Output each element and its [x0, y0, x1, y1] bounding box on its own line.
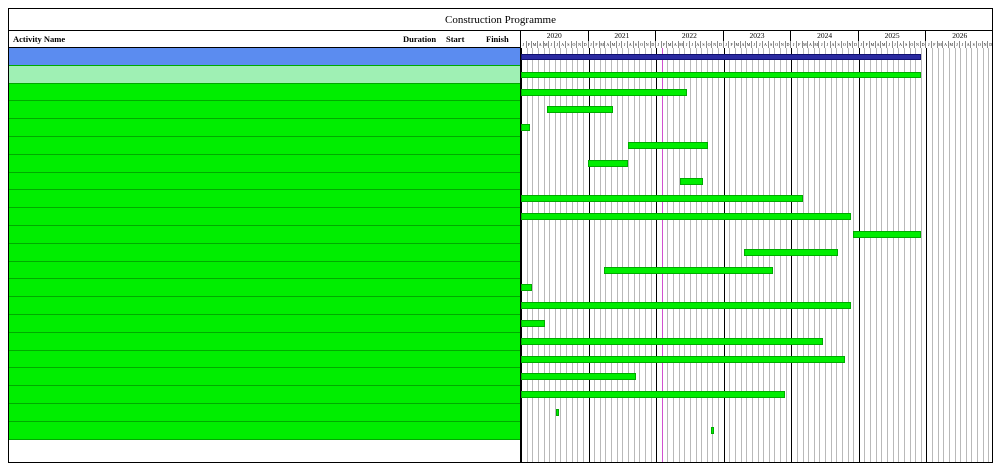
page-title: Construction Programme: [445, 13, 556, 26]
timeline-month-label: D: [718, 42, 722, 47]
timeline-month-label: N: [713, 42, 717, 47]
table-row[interactable]: [9, 190, 520, 208]
timeline-month-label: J: [791, 41, 797, 48]
timeline-month-label: A: [741, 42, 745, 47]
gantt-row: [521, 315, 992, 333]
timeline-month-label: J: [926, 41, 932, 48]
timeline-month-label: F: [594, 41, 600, 48]
timeline-month-label: J: [960, 41, 966, 48]
timeline-month-label: M: [881, 42, 886, 47]
timeline-month-label: D: [651, 42, 655, 47]
timeline-month-label: A: [966, 42, 970, 47]
timeline-month-label: F: [864, 41, 870, 48]
timeline-month-label: N: [780, 42, 784, 47]
gantt-row: [521, 226, 992, 244]
gantt-bar[interactable]: [680, 178, 703, 185]
table-row[interactable]: [9, 262, 520, 280]
timeline-year-label: 2022: [656, 31, 724, 41]
gantt-row: [521, 155, 992, 173]
gantt-row: [521, 101, 992, 119]
table-row[interactable]: [9, 315, 520, 333]
column-header-duration: Duration: [403, 34, 437, 44]
timeline-month-label: J: [955, 41, 961, 48]
table-row[interactable]: [9, 244, 520, 262]
gantt-row: [521, 48, 992, 66]
timeline-month-label: A: [606, 42, 610, 47]
gantt-row: [521, 297, 992, 315]
timeline-month-label: F: [932, 41, 938, 48]
table-row[interactable]: [9, 66, 520, 84]
timeline-month-label: A: [696, 42, 700, 47]
timeline-month-label: D: [583, 42, 587, 47]
timeline-month-label: M: [814, 42, 818, 47]
gantt-row: [521, 368, 992, 386]
timeline-month-label: M: [600, 42, 604, 47]
timeline-month-label: J: [589, 41, 595, 48]
timeline-month-label: A: [673, 42, 677, 47]
table-row[interactable]: [9, 351, 520, 369]
timeline-month-label: M: [803, 42, 807, 47]
timeline-month-label: M: [532, 42, 537, 47]
chart-frame: [8, 8, 993, 463]
table-row[interactable]: [9, 173, 520, 191]
table-row[interactable]: [9, 386, 520, 404]
table-row[interactable]: [9, 404, 520, 422]
timeline-month-label: F: [729, 41, 735, 48]
gantt-bar[interactable]: [521, 54, 921, 60]
table-row[interactable]: [9, 48, 520, 66]
timeline-month-label: M: [870, 42, 875, 47]
timeline-month-label: F: [527, 41, 533, 48]
timeline-month-label: A: [763, 42, 767, 47]
gantt-bar[interactable]: [853, 231, 920, 238]
gantt-row: [521, 84, 992, 102]
gantt-bar[interactable]: [556, 409, 559, 416]
table-row[interactable]: [9, 422, 520, 440]
chart-title-bar: [9, 9, 992, 31]
gantt-bar[interactable]: [711, 427, 714, 434]
gantt-row: [521, 208, 992, 226]
gantt-bar[interactable]: [521, 72, 921, 78]
table-rows: [9, 48, 520, 462]
timeline-month-label: J: [893, 41, 899, 48]
timeline-month-label: O: [910, 42, 914, 47]
timeline-year-label: 2020: [521, 31, 589, 41]
timeline-month-label: S: [566, 41, 572, 48]
timeline-month-label: S: [701, 41, 707, 48]
gantt-row: [521, 119, 992, 137]
timeline-year-header: [521, 31, 992, 41]
timeline-month-label: J: [656, 41, 662, 48]
gantt-row: [521, 244, 992, 262]
timeline-month-label: J: [555, 41, 561, 48]
timeline-month-label: O: [640, 42, 643, 47]
table-row[interactable]: [9, 279, 520, 297]
table-row[interactable]: [9, 208, 520, 226]
table-row[interactable]: [9, 155, 520, 173]
timeline-month-label: M: [938, 42, 942, 47]
timeline-month-label: J: [825, 41, 831, 48]
table-row[interactable]: [9, 333, 520, 351]
gantt-bar[interactable]: [521, 213, 851, 220]
timeline-month-label: N: [916, 42, 919, 47]
gantt-bar[interactable]: [521, 89, 687, 96]
table-header: [9, 31, 520, 48]
timeline-month-label: J: [758, 41, 764, 48]
gantt-bar[interactable]: [521, 302, 851, 309]
timeline-month-label: J: [887, 41, 893, 48]
timeline-year-label: 2023: [724, 31, 792, 41]
gantt-grid: [521, 48, 992, 462]
timeline-month-label: S: [904, 41, 910, 48]
timeline-month-label: J: [819, 41, 825, 48]
column-header-finish: Finish: [486, 34, 509, 44]
timeline-month-label: N: [645, 42, 649, 47]
timeline-month-label: M: [746, 42, 751, 47]
timeline-month-label: M: [949, 42, 954, 47]
timeline-month-label: A: [561, 42, 565, 47]
timeline-month-label: O: [842, 42, 846, 47]
timeline-month-label: O: [775, 42, 779, 47]
timeline-month-label: J: [622, 41, 628, 48]
timeline-month-label: D: [921, 42, 925, 47]
timeline-month-label: O: [977, 42, 981, 47]
timeline-year-label: 2025: [859, 31, 927, 41]
timeline-month-label: A: [876, 42, 880, 47]
gantt-bar[interactable]: [604, 267, 773, 274]
timeline-month-header: [521, 41, 992, 48]
gantt-row: [521, 137, 992, 155]
timeline-month-label: N: [983, 42, 987, 47]
timeline-month-label: O: [707, 42, 711, 47]
column-header-start: Start: [446, 34, 465, 44]
gantt-row: [521, 66, 992, 84]
timeline-month-label: D: [786, 42, 790, 47]
timeline-month-label: A: [944, 42, 948, 47]
timeline-month-label: F: [797, 41, 803, 48]
table-row[interactable]: [9, 84, 520, 102]
timeline-month-label: J: [521, 41, 527, 48]
timeline-month-label: A: [831, 42, 835, 47]
table-row[interactable]: [9, 226, 520, 244]
gantt-bar[interactable]: [521, 195, 803, 202]
gantt-bar[interactable]: [521, 373, 636, 380]
gantt-bar[interactable]: [628, 142, 708, 149]
timeline-month-label: J: [690, 41, 696, 48]
gantt-bar[interactable]: [521, 338, 823, 345]
timeline-year-label: 2021: [589, 31, 657, 41]
column-header-activity: Activity Name: [13, 34, 66, 44]
gantt-bar[interactable]: [588, 160, 628, 167]
gantt-row: [521, 386, 992, 404]
timeline-year-label: 2026: [926, 31, 992, 41]
timeline-month-label: J: [752, 41, 758, 48]
gantt-bar[interactable]: [744, 249, 838, 256]
activity-table: [9, 31, 521, 462]
timeline-month-label: N: [848, 42, 852, 47]
table-row[interactable]: [9, 137, 520, 155]
table-row[interactable]: [9, 101, 520, 119]
gantt-bar[interactable]: [521, 320, 545, 327]
timeline-month-label: M: [544, 42, 548, 47]
timeline-month-label: M: [679, 42, 683, 47]
gantt-bar[interactable]: [521, 391, 785, 398]
timeline-month-label: A: [628, 42, 632, 47]
gantt-row: [521, 351, 992, 369]
table-row[interactable]: [9, 368, 520, 386]
timeline-month-label: A: [809, 42, 812, 47]
timeline-month-label: M: [611, 42, 616, 47]
table-row[interactable]: [9, 297, 520, 315]
timeline-month-label: A: [899, 42, 903, 47]
gantt-bar[interactable]: [521, 124, 530, 131]
timeline-year-label: 2024: [791, 31, 859, 41]
timeline-month-label: M: [735, 42, 740, 47]
gantt-bar[interactable]: [521, 284, 532, 291]
timeline-month-label: F: [662, 41, 668, 48]
timeline-month-label: D: [854, 42, 857, 47]
timeline-month-label: M: [667, 42, 672, 47]
gantt-row: [521, 333, 992, 351]
timeline-month-label: S: [634, 41, 640, 48]
timeline-month-label: A: [538, 42, 542, 47]
timeline-month-label: S: [769, 41, 775, 48]
gantt-row: [521, 262, 992, 280]
gantt-bar[interactable]: [547, 106, 613, 113]
timeline-month-label: S: [971, 41, 977, 48]
gantt-row: [521, 279, 992, 297]
timeline-month-label: J: [724, 41, 730, 48]
gantt-row: [521, 173, 992, 191]
gantt-row: [521, 422, 992, 440]
timeline-month-label: J: [684, 41, 690, 48]
timeline-month-label: J: [617, 41, 623, 48]
timeline-month-label: J: [859, 41, 865, 48]
gantt-timeline: [521, 31, 992, 462]
table-row[interactable]: [9, 119, 520, 137]
timeline-month-label: O: [572, 42, 576, 47]
timeline-month-label: D: [989, 42, 992, 47]
gantt-row: [521, 404, 992, 422]
timeline-month-label: J: [549, 41, 555, 48]
timeline-month-label: S: [836, 41, 842, 48]
gantt-bar[interactable]: [521, 356, 845, 363]
timeline-month-label: N: [578, 42, 582, 47]
gantt-row: [521, 190, 992, 208]
